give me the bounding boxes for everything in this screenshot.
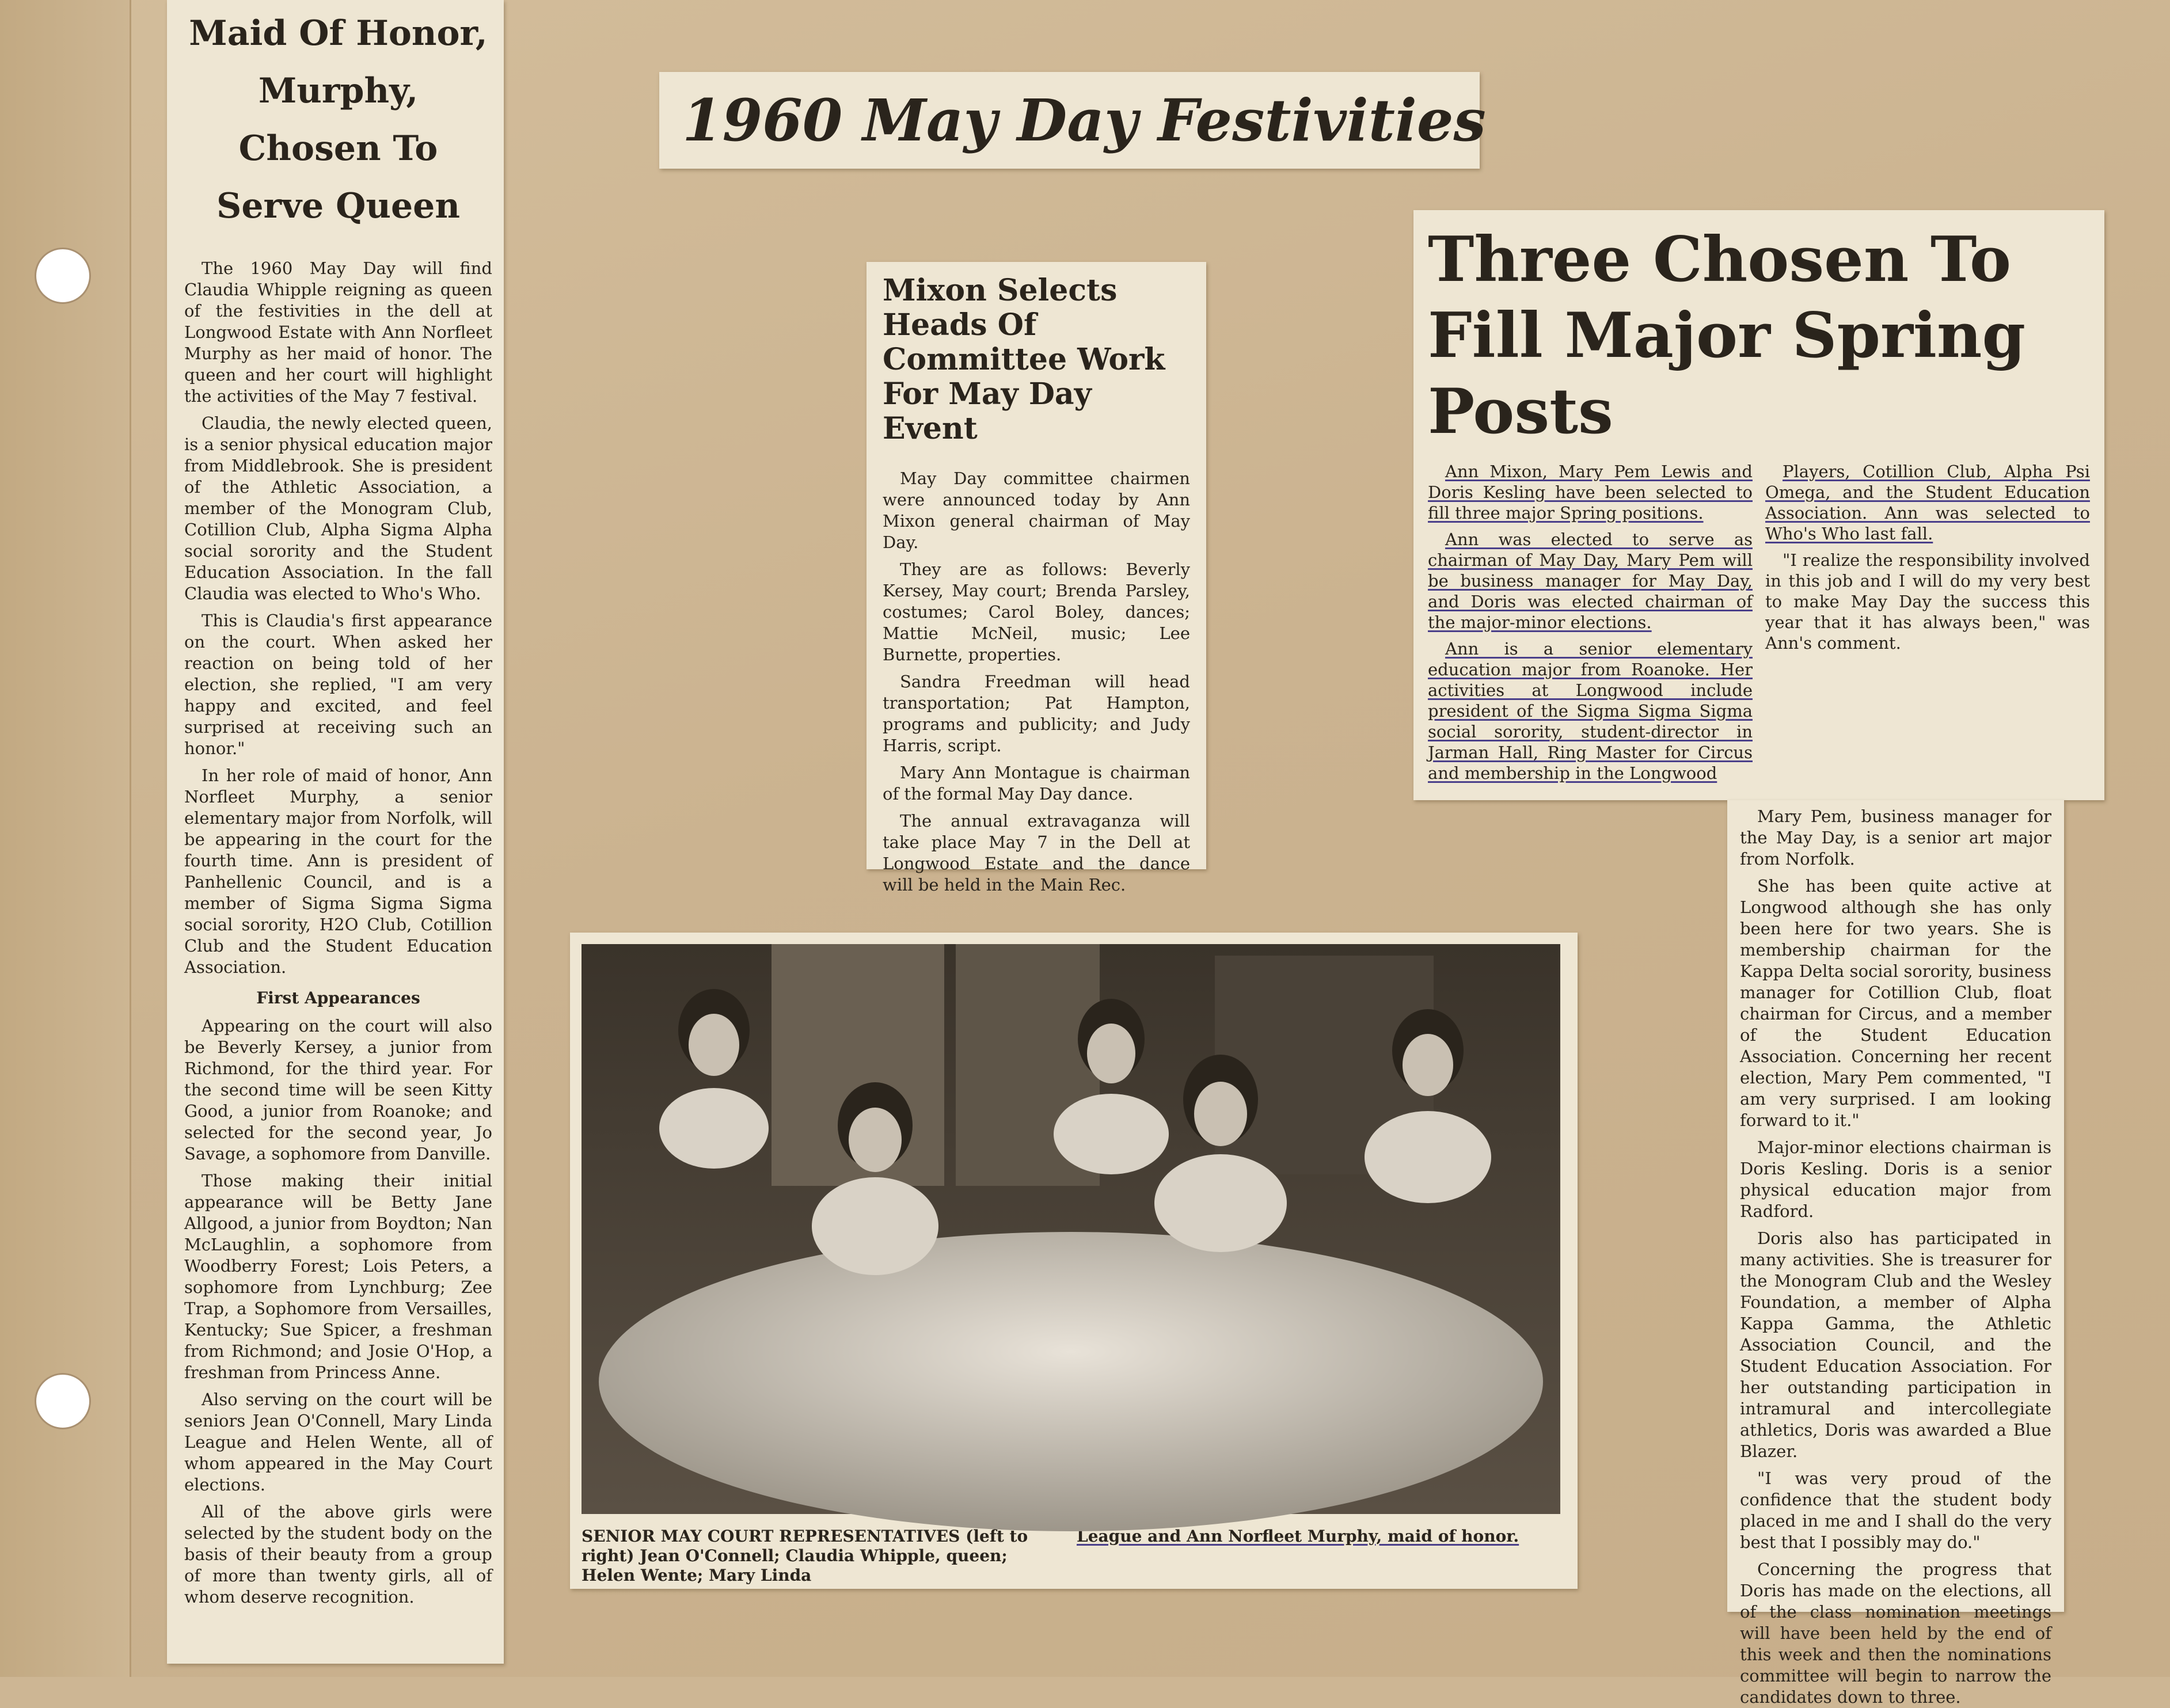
article-paragraph: Mary Ann Montague is chairman of the formal May Day dance. — [883, 763, 1190, 804]
article-paragraph: She has been quite active at Longwood although she has only been here for two years. She is membership chairman for the Kappa Delta social sorority, business manager for Cotillion Club, float chairman for Circus, and a member of the Student Education Association. Concerning her recent election, Mary Pem commented, "I am very surprised. I am looking forward to it." — [1740, 876, 2051, 1130]
article-paragraph: Sandra Freedman will head transportation; Pat Hampton, programs and publicity; and Judy Harris, script. — [883, 672, 1190, 755]
article-paragraph: This is Claudia's first appearance on the court. When asked her reaction on being told of her election, she replied, "I am very happy and excited, and feel surprised at receiving such an honor." — [184, 611, 492, 758]
article-three-chosen-continued — [1727, 800, 2064, 1707]
article-paragraph: Those making their initial appearance will be Betty Jane Allgood, a junior from Boydton; Nan McLaughlin, a sophomore from Woodberry Forest; Lois Peters, a sophomore from Lynchburg; Zee Trap, a Sophomore from Versailles, Kentucky; Sue Spicer, a freshman from Richmond; and Josie O'Hop, a freshman from Princess Anne. — [184, 1171, 492, 1382]
article-paragraph: May Day committee chairmen were announced today by Ann Mixon general chairman of May Day. — [883, 469, 1190, 552]
article-subhead: First Appearances — [256, 988, 420, 1007]
article-mixon-committee — [867, 262, 1206, 895]
article-columns — [1428, 461, 2090, 789]
article-paragraph: Major-minor elections chairman is Doris Kesling. Doris is a senior physical education major from Radford. — [1740, 1138, 2051, 1221]
article-headline: Maid Of Honor, Murphy, Chosen To Serve Queen — [189, 13, 488, 226]
article-paragraph: Also serving on the court will be seniors Jean O'Connell, Mary Linda League and Helen Wente, all of whom appeared in the May Court elections. — [184, 1390, 492, 1494]
article-headline: Three Chosen To Fill Major Spring Posts — [1428, 223, 2025, 448]
article-paragraph: All of the above girls were selected by the student body on the basis of their beauty from a group of more than twenty girls, all of whom deserve recognition. — [184, 1502, 492, 1607]
article-paragraph: In her role of maid of honor, Ann Norfleet Murphy, a senior elementary major from Norfolk, will be appearing in the court for the fourth time. Ann is president of Panhellenic Council, and is a member of Sigma Sigma Sigma social sorority, H2O Club, Cotillion Club and the Student Education Association. — [184, 766, 492, 977]
page-title: 1960 May Day Festivities — [682, 86, 1486, 154]
article-paragraph: Ann Mixon, Mary Pem Lewis and Doris Kesling have been selected to fill three major Spring positions. — [1428, 462, 1753, 523]
article-body — [1740, 806, 2051, 1708]
photo-illustration — [582, 944, 1560, 1514]
caption-left: SENIOR MAY COURT REPRESENTATIVES (left to right) Jean O'Connell; Claudia Whipple, queen; Helen Wente; Mary Linda — [582, 1527, 1028, 1585]
article-headline: Mixon Selects Heads Of Committee Work For May Day Event — [883, 273, 1165, 446]
article-paragraph: "I was very proud of the confidence that the student body placed in me and I shall do the very best that I possibly may do." — [1740, 1469, 2051, 1552]
binder-hole-bottom — [35, 1373, 91, 1429]
binder-hole-top — [35, 248, 91, 304]
article-paragraph: Concerning the progress that Doris has made on the elections, all of the class nomination meetings will have been held by the end of this week and then the nominations committee will begin to narrow the candidates down to three. — [1740, 1559, 2051, 1707]
article-paragraph: The annual extravaganza will take place May 7 in the Dell at Longwood Estate and the dance will be held in the Main Rec. — [883, 811, 1190, 895]
article-paragraph: Appearing on the court will also be Beverly Kersey, a junior from Richmond, for the third year. For the second time will be seen Kitty Good, a junior from Roanoke; and selected for the second year, Jo Savage, a sophomore from Danville. — [184, 1016, 492, 1163]
article-paragraph: Mary Pem, business manager for the May Day, is a senior art major from Norfolk. — [1740, 807, 2051, 869]
article-paragraph: The 1960 May Day will find Claudia Whipple reigning as queen of the festivities in the dell at Longwood Estate with Ann Norfleet Murphy as her maid of honor. The queen and her court will highlight the activities of the May 7 festival. — [184, 258, 492, 406]
article-paragraph: Claudia, the newly elected queen, is a senior physical education major from Middlebrook. She is president of the Athletic Association, a member of the Monogram Club, Cotillion Club, Alpha Sigma Alpha social sorority and the Student Education Association. In the fall Claudia was elected to Who's Who. — [184, 413, 492, 603]
article-body — [883, 468, 1190, 896]
article-paragraph: Players, Cotillion Club, Alpha Psi Omega, and the Student Education Association. Ann was selected to Who's Who last fall. — [1765, 462, 2090, 543]
article-paragraph: Ann was elected to serve as chairman of May Day, Mary Pem will be business manager for May Day, and Doris was elected chairman of the major-minor elections. — [1428, 530, 1753, 632]
article-body — [184, 258, 492, 1608]
article-column-2 — [1765, 461, 2090, 789]
caption-right: League and Ann Norfleet Murphy, maid of honor. — [1077, 1527, 1519, 1546]
article-paragraph: "I realize the responsibility involved in this job and I will do my very best to make May Day the success this year that it has always been," was Ann's comment. — [1765, 550, 2090, 653]
title-clipping — [659, 72, 1486, 169]
article-maid-of-honor — [167, 0, 504, 1664]
article-paragraph: Doris also has participated in many activities. She is treasurer for the Monogram Club and the Wesley Foundation, a member of Alpha Kappa Gamma, the Athletic Association Council, and the Student Education Association. For her outstanding participation in intramural and intercollegiate athletics, Doris was awarded a Blue Blazer. — [1740, 1228, 2051, 1461]
article-column-1 — [1428, 461, 1753, 789]
article-three-chosen — [1413, 210, 2104, 800]
may-court-photo — [582, 944, 1560, 1514]
article-paragraph: They are as follows: Beverly Kersey, May court; Brenda Parsley, costumes; Carol Boley, dances; Mattie McNeil, music; Lee Burnette, properties. — [883, 560, 1190, 664]
photo-caption — [582, 1527, 1566, 1585]
article-paragraph: Ann is a senior elementary education major from Roanoke. Her activities at Longwood include president of the Sigma Sigma Sigma social sorority, student-director in Jarman Hall, Ring Master for Circus and membership in the Longwood — [1428, 639, 1753, 783]
photo-clipping — [570, 933, 1578, 1589]
